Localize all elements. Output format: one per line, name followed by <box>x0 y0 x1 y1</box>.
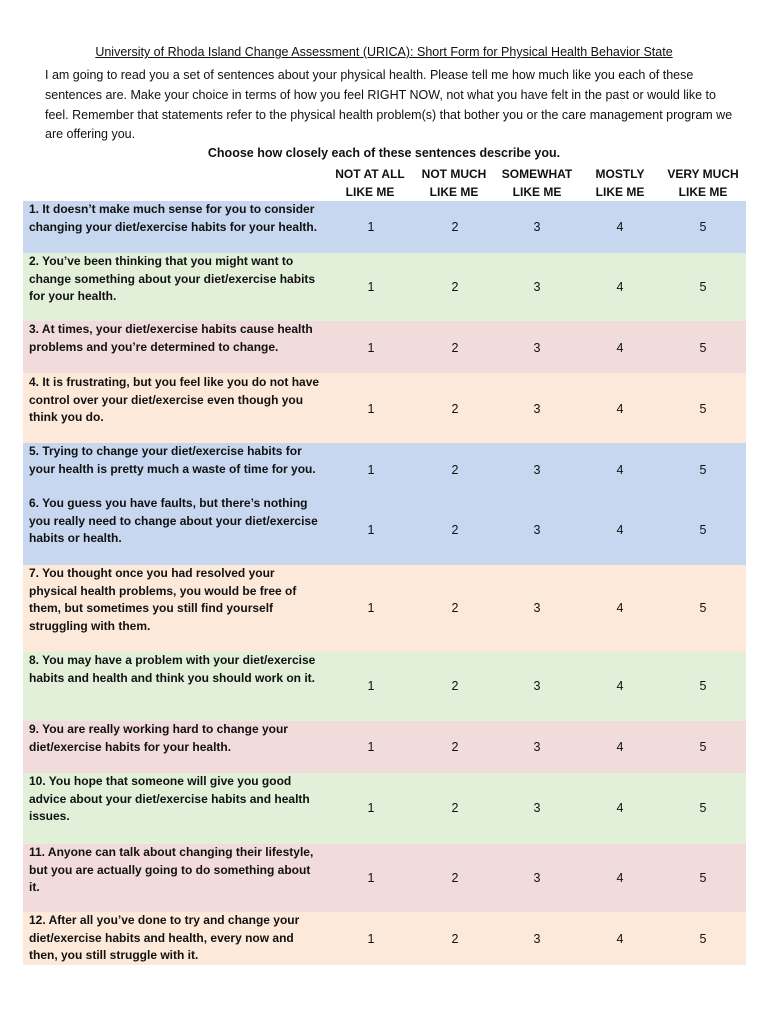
column-header-3: SOMEWHAT LIKE ME <box>501 167 573 199</box>
rating-5[interactable]: 5 <box>699 740 707 754</box>
rating-1[interactable]: 1 <box>367 402 375 416</box>
rating-4[interactable]: 4 <box>616 280 624 294</box>
rating-3[interactable]: 3 <box>533 402 541 416</box>
item-row-8 <box>23 652 746 721</box>
rating-1[interactable]: 1 <box>367 932 375 946</box>
rating-3[interactable]: 3 <box>533 341 541 355</box>
instruction-text: Choose how closely each of these sentences describe you. <box>207 146 561 160</box>
item-row-7 <box>23 565 746 652</box>
item-statement: 3. At times, your diet/exercise habits cause health problems and you’re determined to change. <box>29 322 313 354</box>
rating-1[interactable]: 1 <box>367 871 375 885</box>
rating-1[interactable]: 1 <box>367 280 375 294</box>
rating-1[interactable]: 1 <box>367 801 375 815</box>
rating-1[interactable]: 1 <box>367 341 375 355</box>
rating-1[interactable]: 1 <box>367 463 375 477</box>
rating-2[interactable]: 2 <box>451 523 459 537</box>
form-title: University of Rhoda Island Change Assessment (URICA): Short Form for Physical Health Behavior State <box>95 45 673 59</box>
item-statement: 7. You thought once you had resolved your physical health problems, you would be free of them, but sometimes you still find yourself struggling with them. <box>29 566 297 633</box>
rating-5[interactable]: 5 <box>699 220 707 234</box>
rating-3[interactable]: 3 <box>533 679 541 693</box>
item-statement: 1. It doesn’t make much sense for you to consider changing your diet/exercise habits for your health. <box>29 202 318 234</box>
rating-2[interactable]: 2 <box>451 679 459 693</box>
item-statement: 4. It is frustrating, but you feel like you do not have control over your diet/exercise even though you think you do. <box>29 375 320 425</box>
rating-3[interactable]: 3 <box>533 601 541 615</box>
rating-4[interactable]: 4 <box>616 679 624 693</box>
rating-5[interactable]: 5 <box>699 679 707 693</box>
column-header-5: VERY MUCH LIKE ME <box>667 167 739 199</box>
rating-3[interactable]: 3 <box>533 280 541 294</box>
item-row-3 <box>23 321 746 373</box>
item-row-6 <box>23 493 746 565</box>
rating-4[interactable]: 4 <box>616 601 624 615</box>
rating-5[interactable]: 5 <box>699 402 707 416</box>
rating-5[interactable]: 5 <box>699 341 707 355</box>
rating-1[interactable]: 1 <box>367 601 375 615</box>
item-row-10 <box>23 773 746 844</box>
rating-4[interactable]: 4 <box>616 523 624 537</box>
item-statement: 9. You are really working hard to change your diet/exercise habits for your health. <box>29 722 288 754</box>
rating-2[interactable]: 2 <box>451 871 459 885</box>
rating-5[interactable]: 5 <box>699 801 707 815</box>
item-statement: 8. You may have a problem with your diet/exercise habits and health and think you should work on it. <box>29 653 316 685</box>
column-header-1: NOT AT ALL LIKE ME <box>335 167 405 199</box>
item-row-12 <box>23 912 746 965</box>
rating-5[interactable]: 5 <box>699 463 707 477</box>
rating-2[interactable]: 2 <box>451 280 459 294</box>
rating-4[interactable]: 4 <box>616 871 624 885</box>
rating-4[interactable]: 4 <box>616 740 624 754</box>
rating-2[interactable]: 2 <box>451 740 459 754</box>
rating-3[interactable]: 3 <box>533 871 541 885</box>
rating-1[interactable]: 1 <box>367 523 375 537</box>
item-statement: 12. After all you’ve done to try and change your diet/exercise habits and health, every now and then, you still struggle with it. <box>29 913 300 963</box>
scale-header <box>0 165 768 201</box>
rating-2[interactable]: 2 <box>451 601 459 615</box>
column-header-4: MOSTLY LIKE ME <box>595 167 645 199</box>
rating-2[interactable]: 2 <box>451 341 459 355</box>
rating-1[interactable]: 1 <box>367 220 375 234</box>
rating-2[interactable]: 2 <box>451 463 459 477</box>
rating-3[interactable]: 3 <box>533 523 541 537</box>
item-statement: 6. You guess you have faults, but there’s nothing you really need to change about your diet/exercise habits or health. <box>29 496 318 546</box>
column-header-2: NOT MUCH LIKE ME <box>421 167 487 199</box>
rating-3[interactable]: 3 <box>533 463 541 477</box>
item-statement: 2. You’ve been thinking that you might want to change something about your diet/exercise habits for your health. <box>29 254 316 304</box>
rating-5[interactable]: 5 <box>699 280 707 294</box>
rating-4[interactable]: 4 <box>616 220 624 234</box>
rating-1[interactable]: 1 <box>367 740 375 754</box>
rating-3[interactable]: 3 <box>533 740 541 754</box>
intro-paragraph: I am going to read you a set of sentences about your physical health. Please tell me how much like you each of these sentences are. Make your choice in terms of how you feel RIGHT NOW, not what you have felt in the past or would like to feel. Remember that statements refer to the physical health problem(s) that bother you or the care management program we are offering you. <box>45 68 733 142</box>
rating-4[interactable]: 4 <box>616 932 624 946</box>
item-row-1 <box>23 201 746 253</box>
rating-3[interactable]: 3 <box>533 801 541 815</box>
item-statement: 5. Trying to change your diet/exercise habits for your health is pretty much a waste of time for you. <box>29 444 316 476</box>
rating-2[interactable]: 2 <box>451 402 459 416</box>
item-row-11 <box>23 844 746 912</box>
rating-5[interactable]: 5 <box>699 932 707 946</box>
rating-2[interactable]: 2 <box>451 932 459 946</box>
rating-5[interactable]: 5 <box>699 871 707 885</box>
rating-2[interactable]: 2 <box>451 801 459 815</box>
item-row-2 <box>23 253 746 321</box>
rating-1[interactable]: 1 <box>367 679 375 693</box>
rating-5[interactable]: 5 <box>699 523 707 537</box>
rating-5[interactable]: 5 <box>699 601 707 615</box>
item-row-9 <box>23 721 746 773</box>
rating-4[interactable]: 4 <box>616 341 624 355</box>
rating-2[interactable]: 2 <box>451 220 459 234</box>
rating-3[interactable]: 3 <box>533 932 541 946</box>
rating-4[interactable]: 4 <box>616 801 624 815</box>
rating-4[interactable]: 4 <box>616 463 624 477</box>
rating-3[interactable]: 3 <box>533 220 541 234</box>
item-statement: 10. You hope that someone will give you good advice about your diet/exercise habits and health issues. <box>29 774 310 824</box>
item-row-5 <box>23 443 746 493</box>
rating-4[interactable]: 4 <box>616 402 624 416</box>
item-row-4 <box>23 373 746 443</box>
item-statement: 11. Anyone can talk about changing their lifestyle, but you are actually going to do something about it. <box>29 845 314 895</box>
